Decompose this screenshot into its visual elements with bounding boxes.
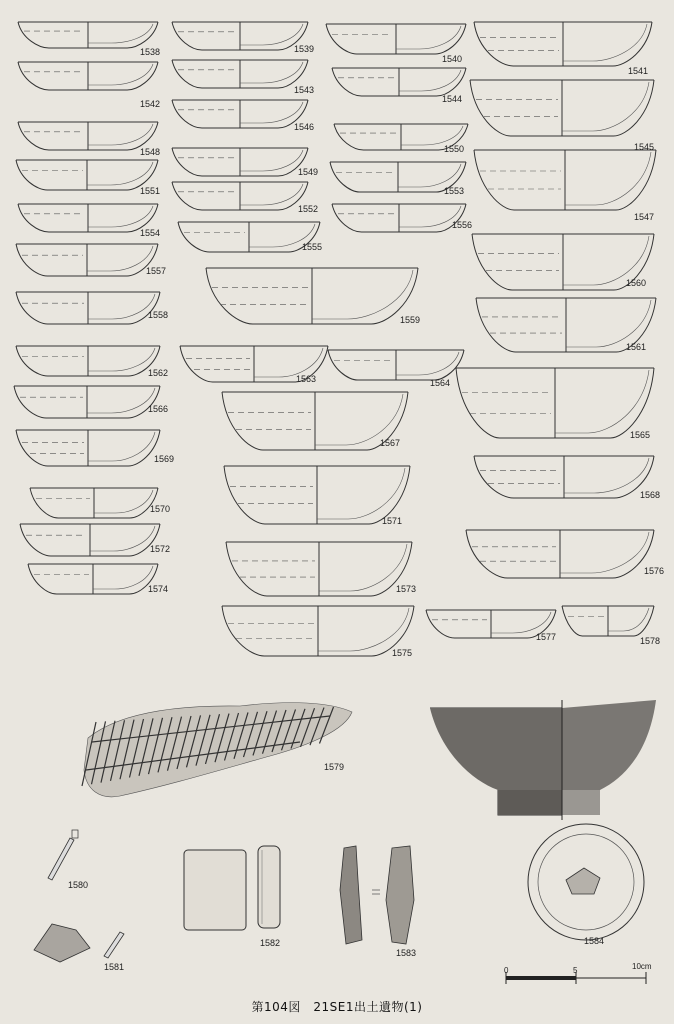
- scale-label-five: 5: [573, 966, 578, 975]
- bowl-1572: [20, 524, 160, 556]
- artifact-label-1552: 1552: [298, 204, 319, 214]
- bowl-1552: [172, 182, 308, 210]
- bowl-1568: [474, 456, 654, 498]
- bowl-1573: [226, 542, 412, 596]
- bowl-inner-wall: [94, 490, 153, 513]
- bowl-inner-wall: [88, 348, 155, 371]
- bowl-1556: [332, 204, 466, 232]
- bowl-1558: [16, 292, 160, 324]
- bowl-1547: [474, 150, 656, 210]
- artifact-label-1574: 1574: [148, 584, 169, 594]
- bowl-inner-wall: [317, 468, 405, 519]
- bowl-inner-wall: [240, 62, 303, 83]
- bowl-1549: [172, 148, 308, 176]
- artifact-label-1547: 1547: [634, 212, 655, 222]
- bowl-1557: [16, 244, 158, 276]
- bowl-inner-wall: [88, 206, 153, 227]
- bowl-inner-wall: [240, 102, 303, 123]
- bowl-inner-wall: [93, 566, 153, 589]
- scale-label-zero: 0: [504, 966, 509, 975]
- bowl-inner-wall: [88, 294, 155, 319]
- bowl-1545: [470, 80, 654, 136]
- bowl-profiles: [14, 22, 656, 656]
- bowl-inner-wall: [87, 388, 155, 413]
- bowl-1575: [222, 606, 414, 656]
- artifact-label-1541: 1541: [628, 66, 649, 76]
- bowl-inner-wall: [401, 126, 463, 145]
- artifact-label-1545: 1545: [634, 142, 655, 152]
- artifact-label-1580: 1580: [68, 880, 89, 890]
- bowl-inner-wall: [396, 26, 461, 49]
- artifact-label-1556: 1556: [452, 220, 473, 230]
- scale-label-ten: 10cm: [632, 962, 652, 971]
- artifact-1583-drawing: [340, 846, 414, 944]
- bowl-1554: [18, 204, 158, 232]
- bowl-inner-wall: [88, 124, 153, 145]
- bowl-inner-wall: [254, 348, 323, 377]
- artifact-label-1558: 1558: [148, 310, 169, 320]
- bowl-1576: [466, 530, 654, 578]
- artifact-1582-drawing: [184, 846, 280, 930]
- artifact-label-1579: 1579: [324, 762, 345, 772]
- artifact-label-1542: 1542: [140, 99, 161, 109]
- bowl-1562: [16, 346, 160, 376]
- artifact-label-1582: 1582: [260, 938, 281, 948]
- artifact-label-1561: 1561: [626, 342, 647, 352]
- artifact-1580-drawing: [48, 830, 78, 880]
- artifact-label-1562: 1562: [148, 368, 169, 378]
- artifact-labels: [68, 44, 664, 972]
- bowl-inner-wall: [396, 352, 459, 375]
- bowl-1538: [18, 22, 158, 48]
- bowl-inner-wall: [398, 164, 461, 187]
- artifact-label-1546: 1546: [294, 122, 315, 132]
- artifact-label-1572: 1572: [150, 544, 171, 554]
- bowl-1551: [16, 160, 158, 190]
- bowl-1546: [172, 100, 308, 128]
- bowl-inner-wall: [87, 246, 153, 271]
- bowl-inner-wall: [491, 612, 551, 633]
- artifact-label-1544: 1544: [442, 94, 463, 104]
- artifact-label-1560: 1560: [626, 278, 647, 288]
- artifact-label-1540: 1540: [442, 54, 463, 64]
- bowl-1578: [562, 606, 654, 636]
- bowl-1570: [30, 488, 158, 518]
- artifact-label-1565: 1565: [630, 430, 651, 440]
- bowl-inner-wall: [90, 526, 155, 551]
- bowl-1548: [18, 122, 158, 150]
- artifact-label-1566: 1566: [148, 404, 169, 414]
- artifact-label-1553: 1553: [444, 186, 465, 196]
- artifact-label-1564: 1564: [430, 378, 451, 388]
- artifact-1584-drawing: [430, 700, 656, 940]
- artifact-label-1551: 1551: [140, 186, 161, 196]
- bowl-inner-wall: [312, 270, 413, 319]
- artifact-label-1549: 1549: [298, 167, 319, 177]
- artifact-label-1577: 1577: [536, 632, 557, 642]
- artifact-label-1573: 1573: [396, 584, 417, 594]
- bowl-1539: [172, 22, 308, 50]
- bowl-inner-wall: [87, 162, 153, 185]
- artifact-label-1570: 1570: [150, 504, 171, 514]
- bowl-1543: [172, 60, 308, 88]
- bowl-1565: [456, 368, 654, 438]
- artifact-label-1567: 1567: [380, 438, 401, 448]
- artifact-label-1559: 1559: [400, 315, 421, 325]
- bowl-inner-wall: [555, 370, 649, 433]
- artifact-label-1554: 1554: [140, 228, 161, 238]
- artifact-label-1571: 1571: [382, 516, 403, 526]
- artifact-label-1575: 1575: [392, 648, 413, 658]
- bowl-inner-wall: [240, 150, 303, 171]
- artifact-label-1550: 1550: [444, 144, 465, 154]
- bowl-inner-wall: [88, 432, 155, 461]
- bowl-inner-wall: [240, 184, 303, 205]
- artifact-label-1543: 1543: [294, 85, 315, 95]
- artifact-label-1584: 1584: [584, 936, 605, 946]
- artifact-label-1578: 1578: [640, 636, 661, 646]
- bowl-1544: [332, 68, 466, 96]
- artifact-label-1569: 1569: [154, 454, 175, 464]
- artifact-label-1557: 1557: [146, 266, 167, 276]
- bowl-1569: [16, 430, 160, 466]
- artifact-label-1563: 1563: [296, 374, 317, 384]
- bowl-inner-wall: [399, 70, 461, 91]
- artifact-label-1555: 1555: [302, 242, 323, 252]
- artifact-label-1539: 1539: [294, 44, 315, 54]
- bowl-inner-wall: [88, 64, 153, 85]
- artifact-label-1568: 1568: [640, 490, 661, 500]
- bowl-inner-wall: [565, 152, 651, 205]
- bowl-1564: [328, 350, 464, 380]
- bowl-1542: [18, 62, 158, 90]
- bowl-1540: [326, 24, 466, 54]
- artifact-1581-drawing: [34, 924, 124, 962]
- artifact-label-1583: 1583: [396, 948, 417, 958]
- artifact-label-1581: 1581: [104, 962, 125, 972]
- bowl-1574: [28, 564, 158, 594]
- figure-caption: 第104図 21SE1出土遺物(1): [251, 1000, 423, 1014]
- bowl-1566: [14, 386, 160, 418]
- bowl-inner-wall: [88, 24, 153, 43]
- bowl-inner-wall: [240, 24, 303, 45]
- artifact-label-1576: 1576: [644, 566, 665, 576]
- bowl-1541: [474, 22, 652, 66]
- bowl-inner-wall: [608, 608, 649, 631]
- bowl-1555: [178, 222, 323, 252]
- artifact-label-1538: 1538: [140, 47, 161, 57]
- artifact-1579-drawing: [82, 703, 352, 797]
- bowl-1559: [206, 268, 421, 325]
- artifact-label-1548: 1548: [140, 147, 161, 157]
